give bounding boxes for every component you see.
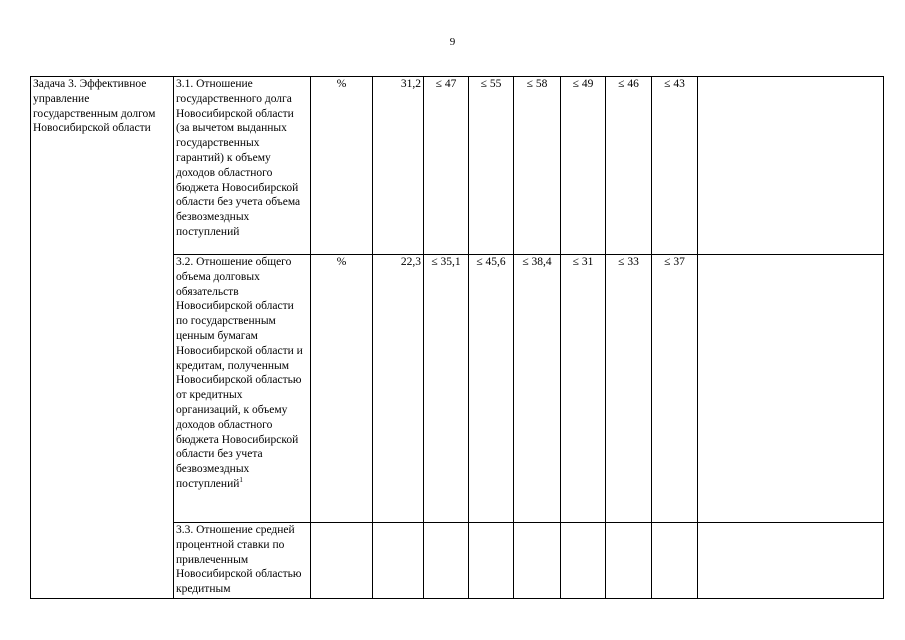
base-value-cell: 22,3: [373, 255, 424, 523]
table-row: [31, 77, 884, 255]
target-value-cell: [561, 523, 606, 599]
target-value-cell: [652, 523, 698, 599]
target-value-cell: ≤ 45,6: [469, 255, 514, 523]
base-value-cell: 31,2: [373, 77, 424, 255]
indicator-text: 3.1. Отношение государственного долга Новосибирской области (за вычетом выданных государственных гарантий) к объему доходов областного бюджета Новосибирской области без учета объема безвозмездных поступлений: [176, 78, 301, 238]
indicator-cell: [174, 523, 311, 599]
target-value-cell: [514, 523, 561, 599]
target-value-cell: ≤ 49: [561, 77, 606, 255]
base-value-cell: [373, 523, 424, 599]
target-value-cell: ≤ 55: [469, 77, 514, 255]
target-value-cell: [469, 523, 514, 599]
indicator-cell: [174, 77, 311, 255]
unit-cell: [311, 523, 373, 599]
indicator-cell: [174, 255, 311, 523]
page-number: 9: [449, 36, 456, 48]
target-value-cell: ≤ 35,1: [424, 255, 469, 523]
note-cell: [698, 77, 884, 255]
target-value-cell: ≤ 43: [652, 77, 698, 255]
target-value-cell: ≤ 33: [606, 255, 652, 523]
target-value-cell: ≤ 37: [652, 255, 698, 523]
target-value-cell: [424, 523, 469, 599]
target-value-cell: ≤ 46: [606, 77, 652, 255]
indicator-text: 3.3. Отношение средней процентной ставки по привлеченным Новосибирской областью кредитным: [176, 524, 302, 596]
unit-cell: %: [311, 255, 373, 523]
note-cell: [698, 523, 884, 599]
unit-cell: %: [311, 77, 373, 255]
target-value-cell: ≤ 31: [561, 255, 606, 523]
indicator-text: 3.2. Отношение общего объема долговых обязательств Новосибирской области по государственным ценным бумагам Новосибирской области и кредитам, полученным Новосибирской областью от кредитных организаций, к объему доходов областного бюджета Новосибирской области без учета безвозмездных поступлений: [176, 256, 303, 490]
target-value-cell: ≤ 58: [514, 77, 561, 255]
target-value-cell: [606, 523, 652, 599]
task-cell: Задача 3. Эффективное управление государственным долгом Новосибирской области: [31, 77, 174, 599]
target-value-cell: ≤ 47: [424, 77, 469, 255]
target-value-cell: ≤ 38,4: [514, 255, 561, 523]
note-cell: [698, 255, 884, 523]
footnote-marker: 1: [239, 476, 243, 485]
indicators-table: [30, 76, 884, 599]
